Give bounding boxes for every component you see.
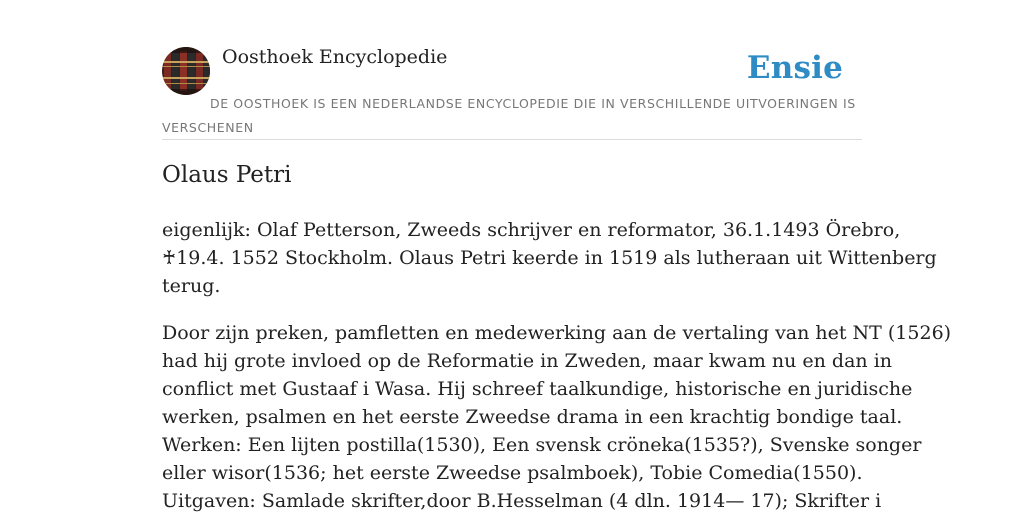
paragraph-line: Uitgaven: Samlade skrifter,door B.Hesselman (4 dln. 1914— 17); Skrifter i	[162, 490, 882, 512]
header-divider	[162, 139, 862, 140]
article-paragraph-2	[162, 319, 952, 512]
paragraph-line: had hij grote invloed op de Reformatie in Zweden, maar kwam nu en dan in	[162, 350, 893, 372]
encyclopedia-books-icon	[162, 47, 210, 95]
paragraph-line: ♰19.4. 1552 Stockholm. Olaus Petri keerde in 1519 als lutheraan uit Wittenberg	[162, 247, 937, 269]
avatar[interactable]	[162, 47, 210, 95]
page-title: Olaus Petri	[162, 162, 292, 188]
paragraph-line: eigenlijk: Olaf Petterson, Zweeds schrijver en reformator, 36.1.1493 Örebro,	[162, 219, 901, 241]
article-paragraph-1	[162, 216, 937, 300]
paragraph-line: eller wisor(1536; het eerste Zweedse psalmboek), Tobie Comedia(1550).	[162, 462, 863, 484]
site-tagline: DE OOSTHOEK IS EEN NEDERLANDSE ENCYCLOPEDIE DIE IN VERSCHILLENDE UITVOERINGEN IS VERSCHENEN	[162, 96, 856, 135]
brand-logo[interactable]: Ensie	[746, 50, 843, 86]
paragraph-line: Door zijn preken, pamfletten en medewerking aan de vertaling van het NT (1526)	[162, 322, 952, 344]
paragraph-line: werken, psalmen en het eerste Zweedse drama in een krachtig bondige taal.	[162, 406, 903, 428]
paragraph-line: terug.	[162, 275, 221, 297]
paragraph-line: Werken: Een lijten postilla(1530), Een svensk cröneka(1535?), Svenske songer	[162, 434, 922, 456]
paragraph-line: conflict met Gustaaf i Wasa. Hij schreef taalkundige, historische en juridische	[162, 378, 913, 400]
site-title[interactable]: Oosthoek Encyclopedie	[222, 46, 448, 68]
